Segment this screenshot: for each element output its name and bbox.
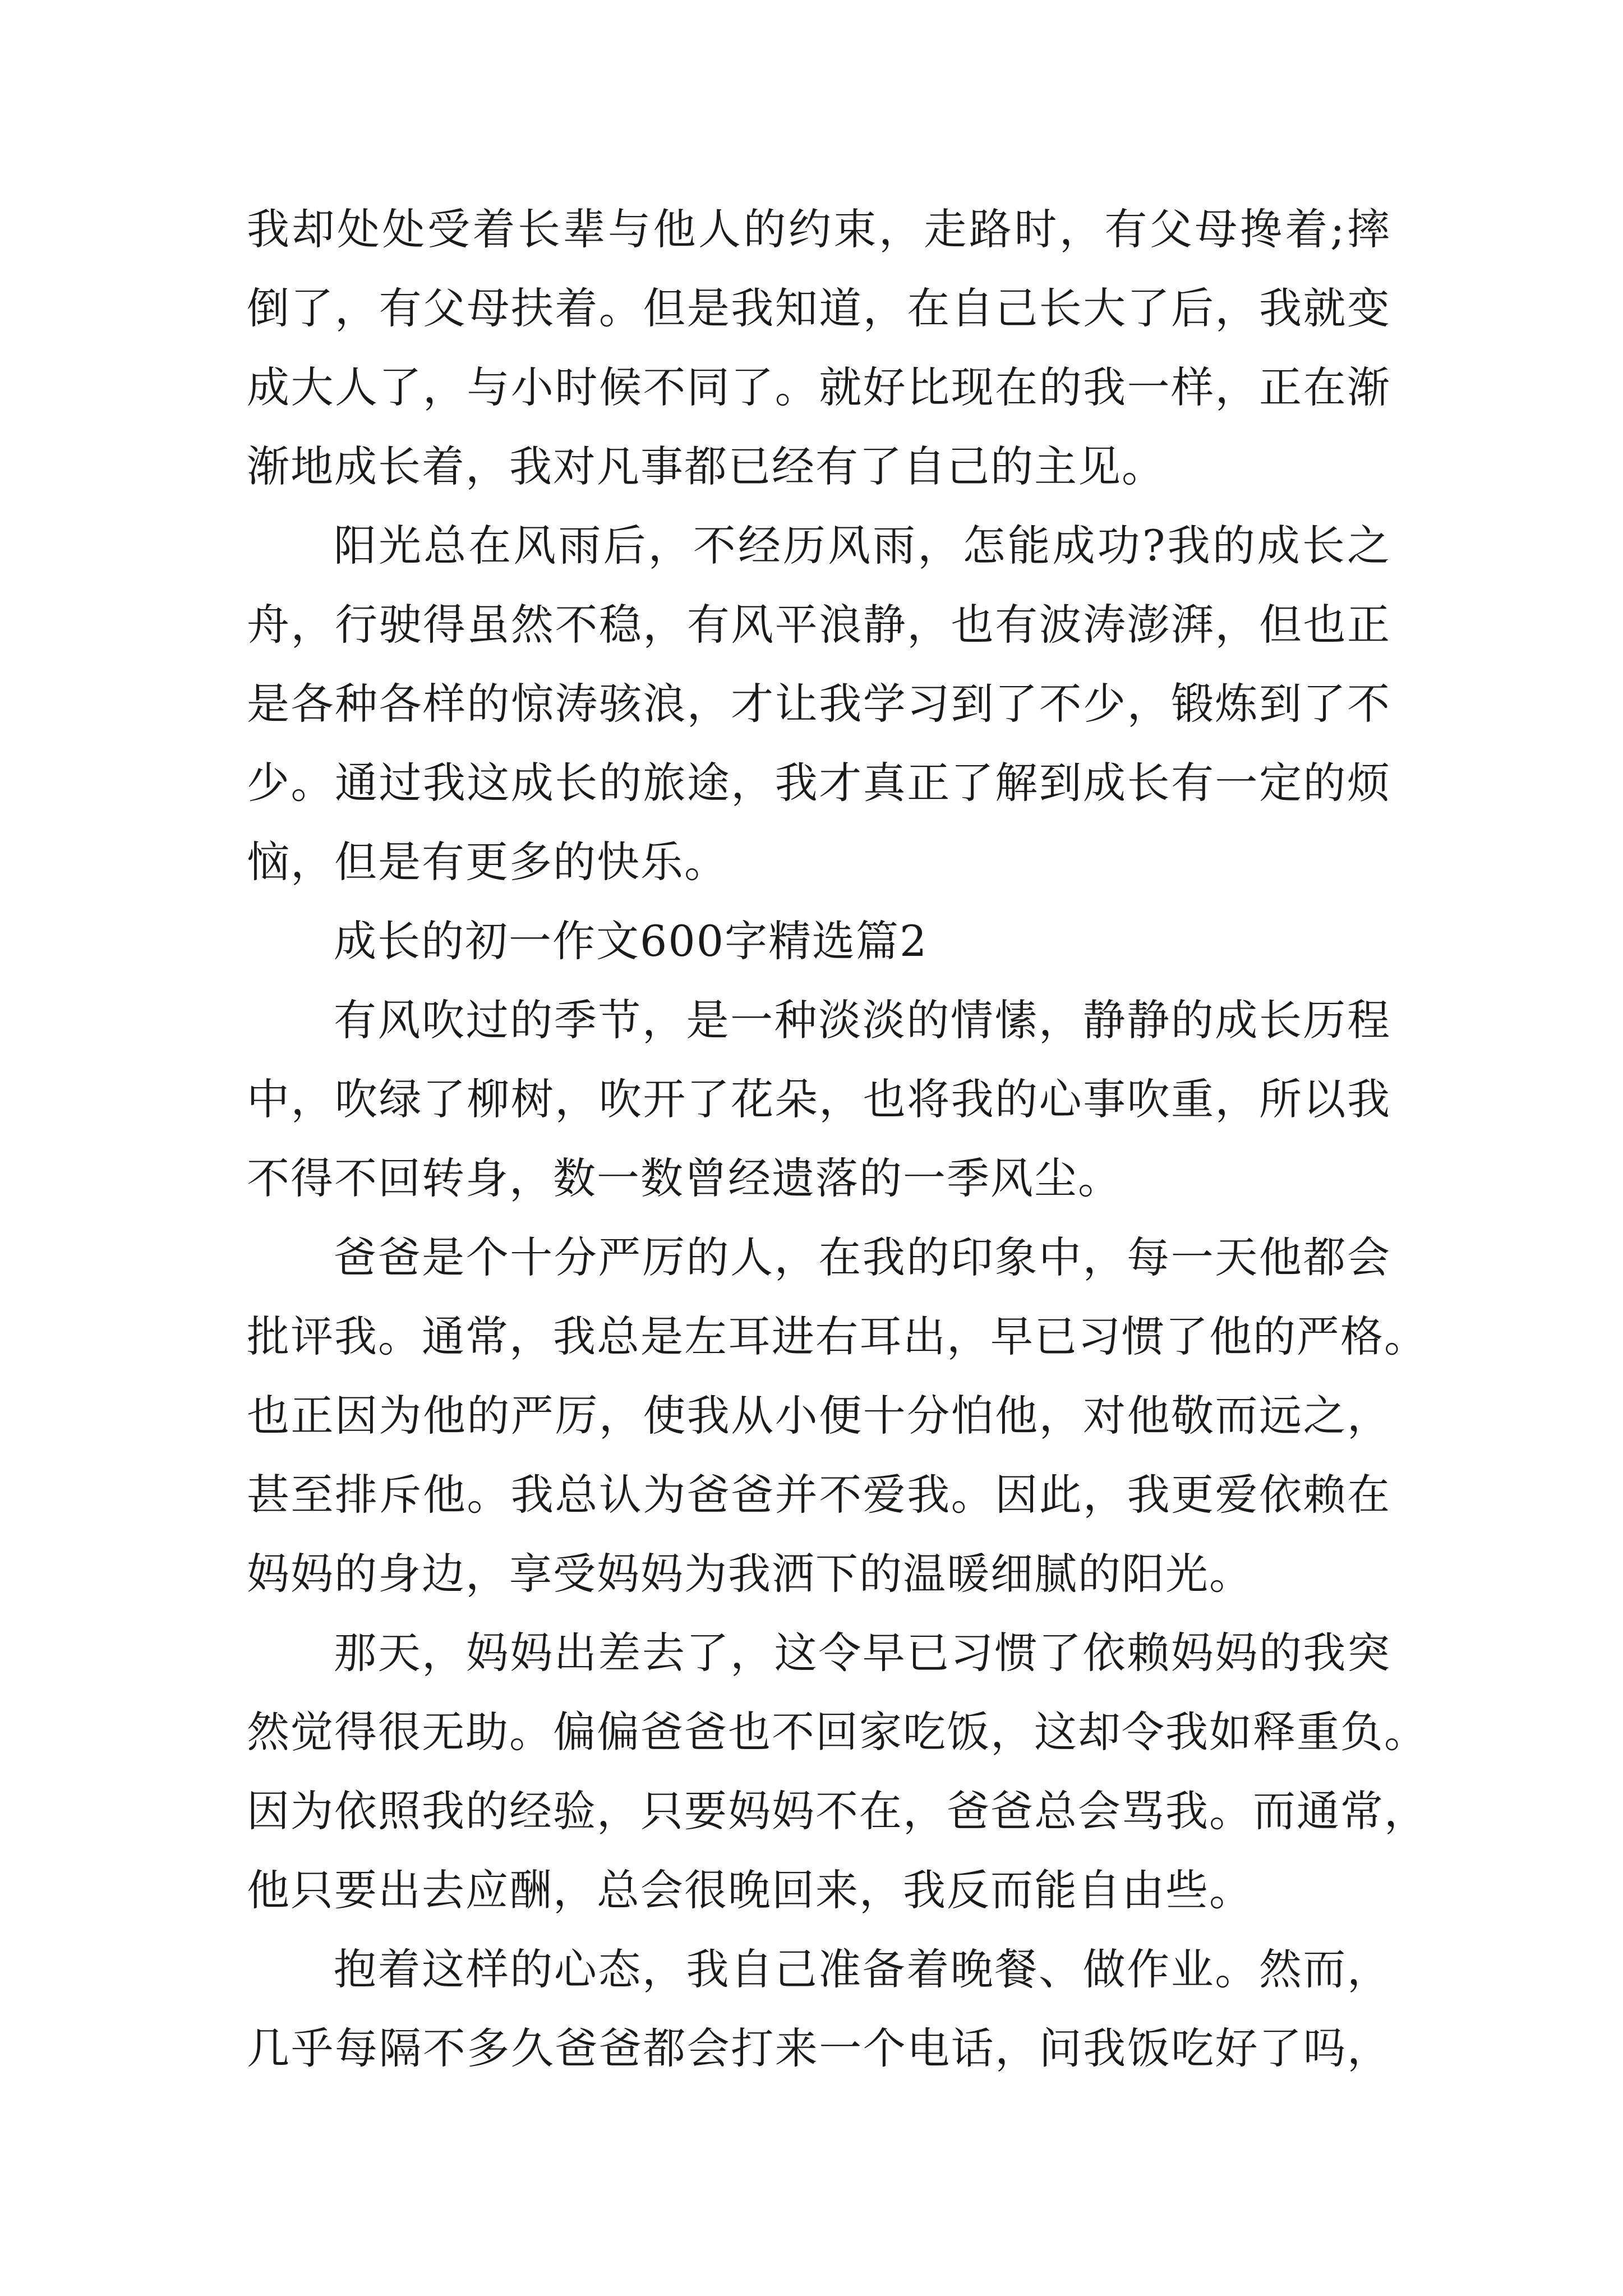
paragraph (247, 190, 1391, 506)
text-line: 成大人了，与小时候不同了。就好比现在的我一样，正在渐 (247, 362, 1391, 412)
text-line: 甚至排斥他。我总认为爸爸并不爱我。因此，我更爱依赖在 (247, 1470, 1391, 1520)
text-line: 不得不回转身，数一数曾经遗落的一季风尘。 (247, 1153, 1122, 1203)
paragraph (247, 981, 1391, 1218)
text-line: 是各种各样的惊涛骇浪，才让我学习到了不少，锻炼到了不 (247, 679, 1391, 729)
text-line: 然觉得很无助。偏偏爸爸也不回家吃饭，这却令我如释重负。 (247, 1707, 1428, 1757)
text-line: 有风吹过的季节，是一种淡淡的情愫，静静的成长历程 (334, 995, 1391, 1045)
text-line: 阳光总在风雨后，不经历风雨，怎能成功?我的成长之 (334, 521, 1391, 570)
paragraph (247, 1930, 1391, 2088)
text-line: 中，吹绿了柳树，吹开了花朵，也将我的心事吹重，所以我 (247, 1074, 1391, 1124)
text-line: 渐地成长着，我对凡事都已经有了自己的主见。 (247, 441, 1165, 491)
section-heading (247, 901, 1391, 981)
heading-line: 成长的初一作文600字精选篇2 (334, 916, 928, 966)
text-line: 抱着这样的心态，我自己准备着晚餐、做作业。然而， (334, 1944, 1391, 1994)
text-line: 批评我。通常，我总是左耳进右耳出，早已习惯了他的严格。 (247, 1312, 1428, 1361)
paragraph (247, 506, 1391, 901)
text-line: 我却处处受着长辈与他人的约束，走路时，有父母搀着;摔 (247, 204, 1391, 254)
paragraph (247, 1613, 1428, 1930)
text-line: 因为依照我的经验，只要妈妈不在，爸爸总会骂我。而通常， (247, 1786, 1428, 1836)
paragraph (247, 1218, 1428, 1613)
text-line: 也正因为他的严厉，使我从小便十分怕他，对他敬而远之， (247, 1391, 1391, 1441)
text-line: 倒了，有父母扶着。但是我知道，在自己长大了后，我就变 (247, 283, 1391, 333)
text-line: 那天，妈妈出差去了，这令早已习惯了依赖妈妈的我突 (334, 1628, 1391, 1678)
text-line: 舟，行驶得虽然不稳，有风平浪静，也有波涛澎湃，但也正 (247, 600, 1391, 650)
text-line: 他只要出去应酬，总会很晚回来，我反而能自由些。 (247, 1865, 1253, 1915)
text-line: 爸爸是个十分严厉的人，在我的印象中，每一天他都会 (334, 1232, 1391, 1282)
text-line: 少。通过我这成长的旅途，我才真正了解到成长有一定的烦 (247, 758, 1391, 808)
text-line: 妈妈的身边，享受妈妈为我洒下的温暖细腻的阳光。 (247, 1549, 1253, 1599)
text-line: 恼，但是有更多的快乐。 (247, 837, 728, 887)
text-line: 几乎每隔不多久爸爸都会打来一个电话，问我饭吃好了吗， (247, 2023, 1391, 2073)
document-body (247, 190, 1428, 2088)
